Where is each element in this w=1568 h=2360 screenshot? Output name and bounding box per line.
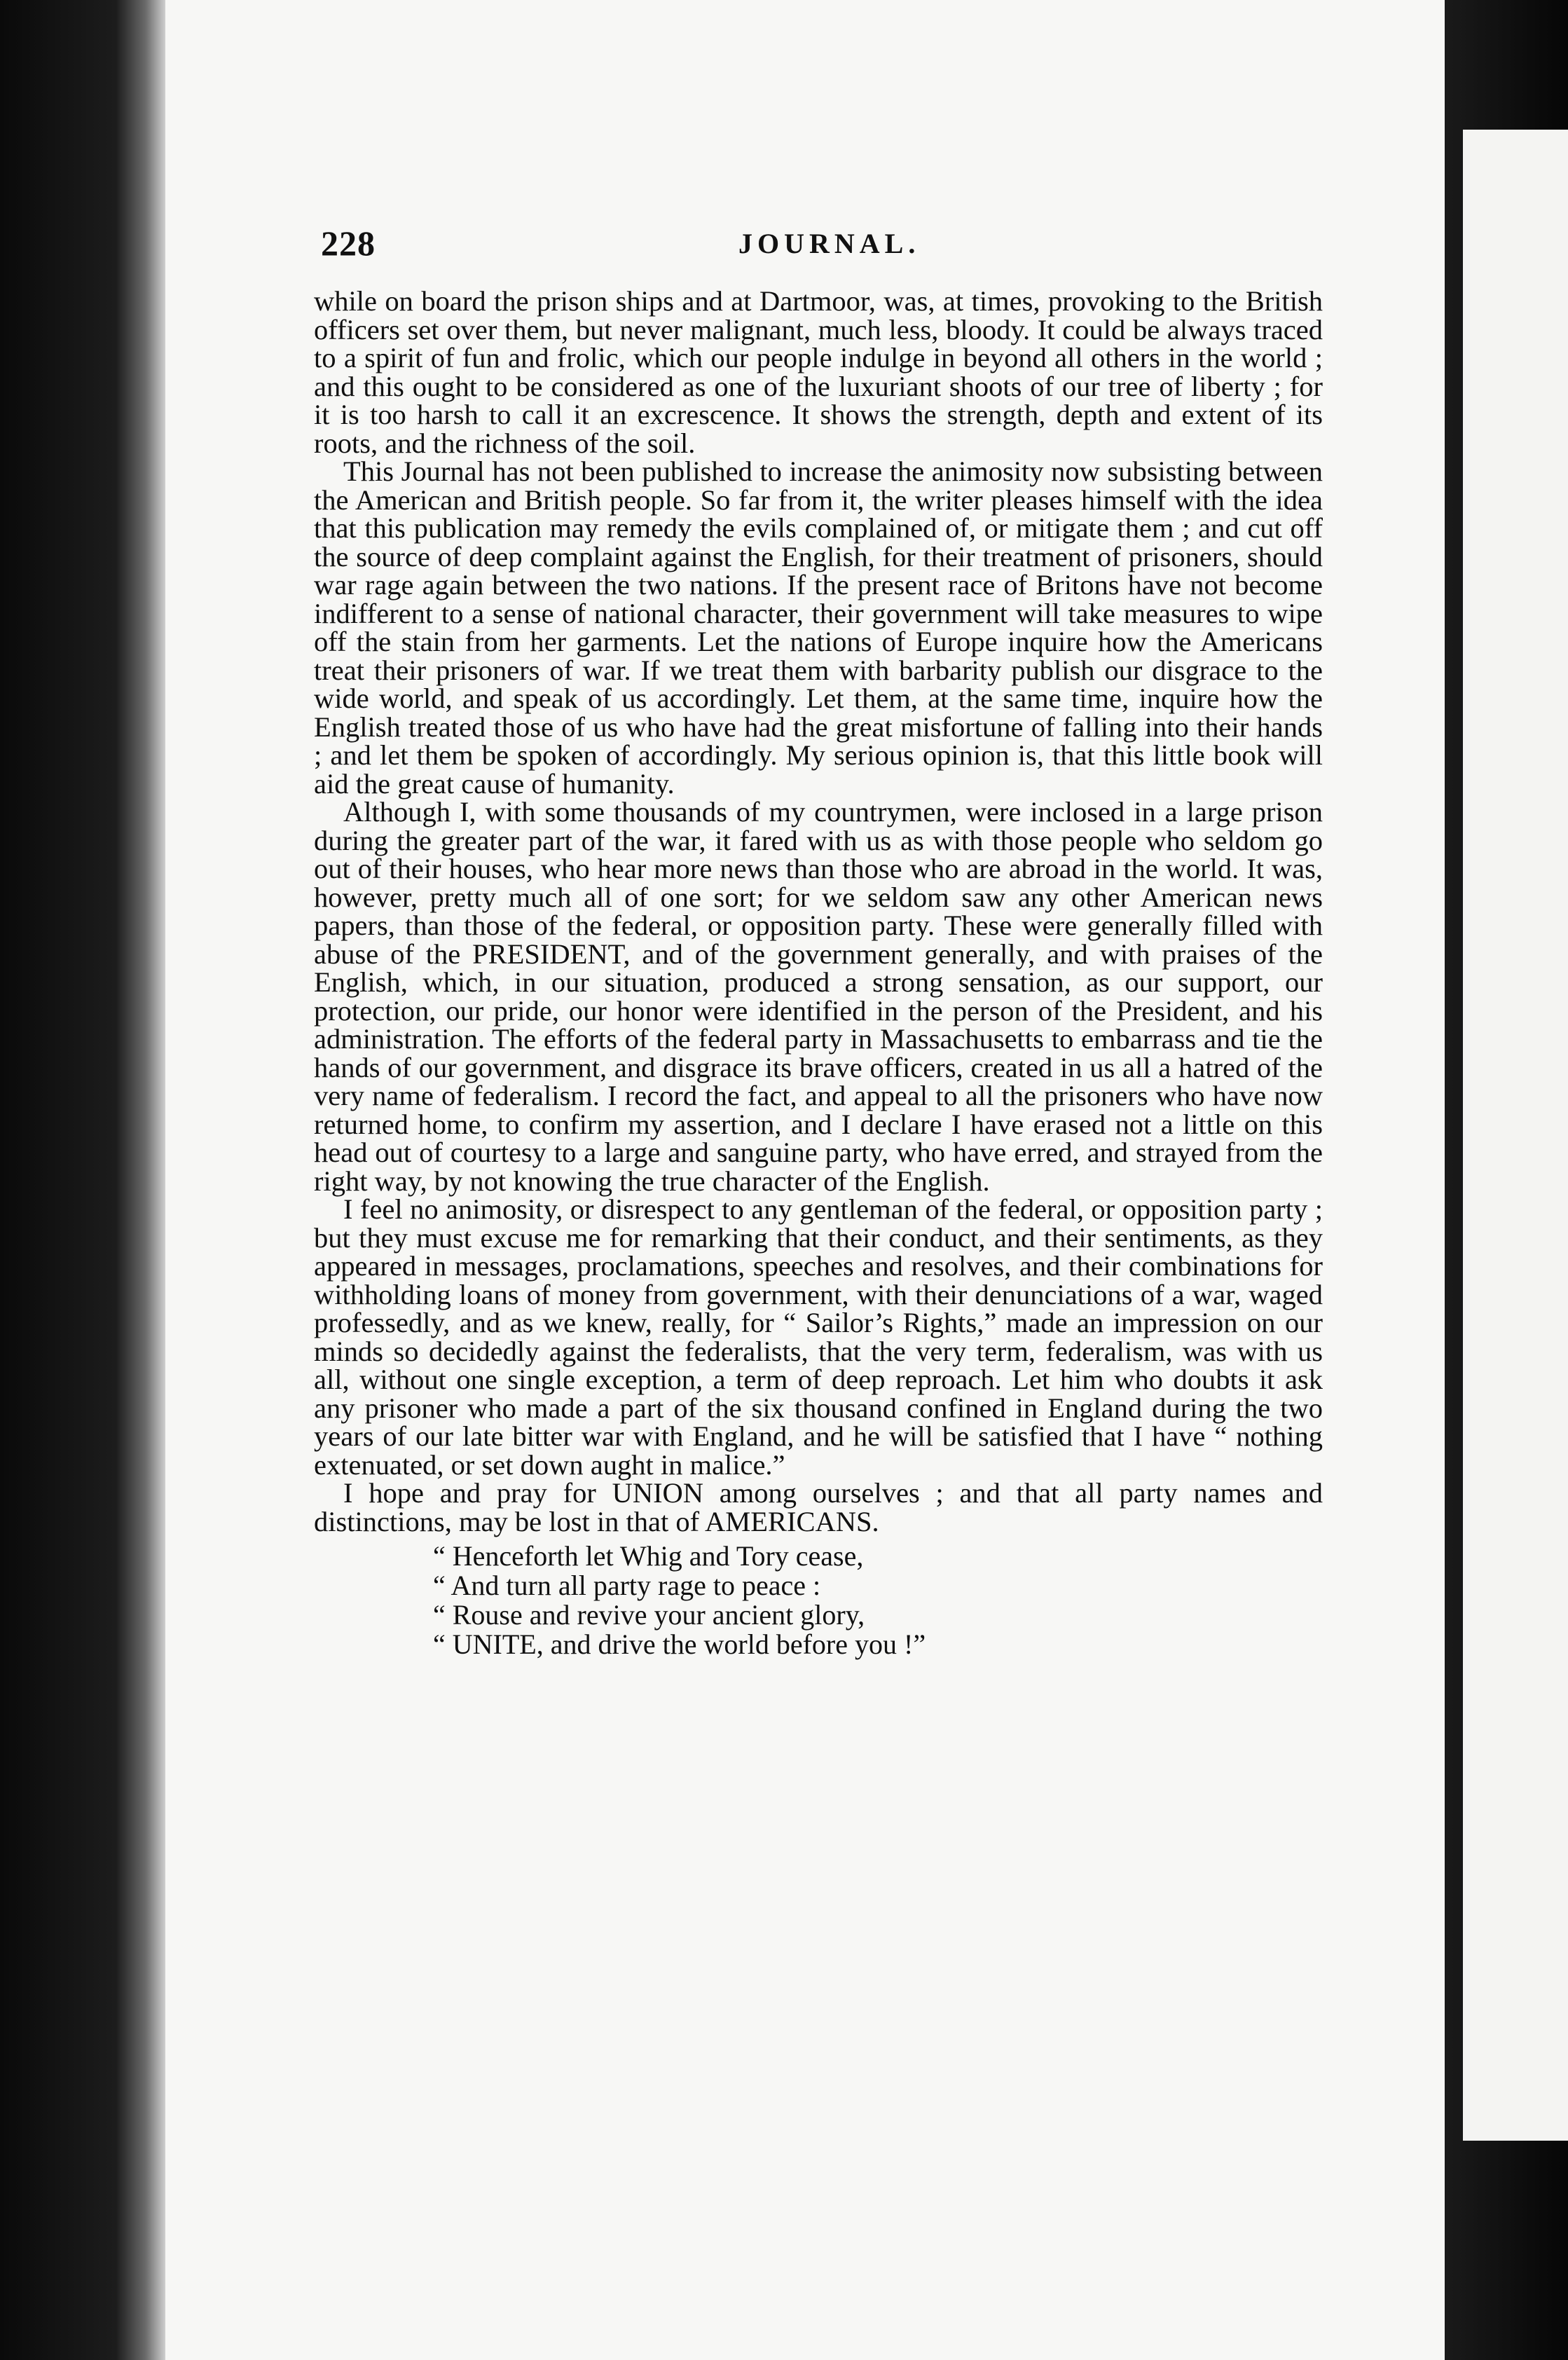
paragraph: Although I, with some thousands of my countrymen, were inclosed in a large prison during the greater part of the war, it fared with us as with those people who seldom go out of their houses, who hear more news than those who are abroad in the world. It was, however, pretty much all of one sort; for we seldom saw any other American news papers, than those of the federal, or opposition party. These were generally filled with abuse of the PRESIDENT, and of the government generally, and with praises of the English, which, in our situation, produced a strong sensation, as our support, our protection, our pride, our honor were identified in the person of the President, and his administration. The efforts of the federal party in Massachusetts to embarrass and tie the hands of our government, and disgrace its brave officers, created in us all a hatred of the very name of federalism. I record the fact, and appeal to all the prisoners who have now returned home, to confirm my assertion, and I declare I have erased not a little on this head out of courtesy to a large and sanguine party, who have erred, and strayed from the right way, by not knowing the true character of the English. <box>314 796 1323 1197</box>
running-head: JOURNAL. <box>738 228 921 259</box>
page-number: 228 <box>321 224 376 263</box>
verse-line: “ And turn all party rage to peace : <box>433 1570 821 1601</box>
paragraph: This Journal has not been published to increase the animosity now subsisting between the American and British people. So far from it, the writer pleases himself with the idea that this publication may remedy the evils complained of, or mitigate them ; and cut off the source of deep complaint against the English, for their treatment of prisoners, should war rage again between the two nations. If the present race of Britons have not become indifferent to a sense of national character, their government will take measures to wipe off the stain from her garments. Let the nations of Europe inquire how the Americans treat their prisoners of war. If we treat them with barbarity publish our disgrace to the wide world, and speak of us accordingly. Let them, at the same time, inquire how the English treated those of us who have had the great misfortune of falling into their hands ; and let them be spoken of accordingly. My serious opinion is, that this little book will aid the great cause of humanity. <box>314 455 1323 800</box>
book-gutter-shadow <box>0 0 165 2360</box>
facing-page-edge <box>1463 130 1568 2141</box>
verse-line: “ Henceforth let Whig and Tory cease, <box>433 1540 864 1572</box>
paragraph-continued: while on board the prison ships and at Dartmoor, was, at times, provoking to the British officers set over them, but never malignant, much less, bloody. It could be always traced to a spirit of fun and frolic, which our people indulge in beyond all others in the world ; and this ought to be considered as one of the luxuriant shoots of our tree of liberty ; for it is too harsh to call it an excrescence. It shows the strength, depth and extent of its roots, and the richness of the soil. <box>314 285 1323 459</box>
paragraph: I hope and pray for UNION among ourselves ; and that all party names and distinctions, may be lost in that of AMERICANS. <box>314 1477 1323 1537</box>
verse-line: “ UNITE, and drive the world before you !” <box>433 1628 926 1660</box>
paragraph: I feel no animosity, or disrespect to any gentleman of the federal, or opposition party ; but they must excuse me for remarking that their conduct, and their sentiments, as they appeared in messages, proclamations, speeches and resolves, and their combinations for withholding loans of money from government, with their denunciations of a war, waged professedly, and as we knew, really, for “ Sailor’s Rights,” made an impression on our minds so decidedly against the federalists, that the very term, federalism, was with us all, without one single exception, a term of deep reproach. Let him who doubts it ask any prisoner who made a part of the six thousand confined in England during the two years of our late bitter war with England, and he will be satisfied that I have “ nothing extenuated, or set down aught in malice.” <box>314 1193 1323 1481</box>
verse-line: “ Rouse and revive your ancient glory, <box>433 1599 865 1631</box>
page-header <box>321 223 1323 265</box>
verse-quotation <box>433 1542 1323 1659</box>
page-body <box>314 287 1323 1659</box>
